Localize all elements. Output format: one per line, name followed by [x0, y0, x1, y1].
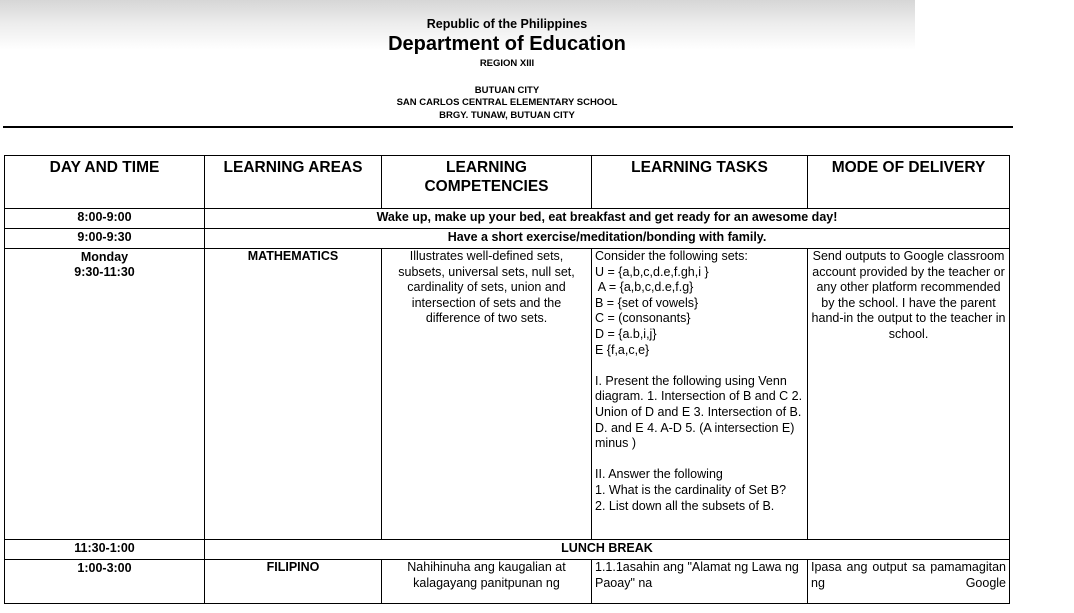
- task-line: II. Answer the following: [595, 467, 723, 482]
- table-row: [5, 560, 1010, 604]
- row-activity: Wake up, make up your bed, eat breakfast and get ready for an awesome day!: [205, 209, 1010, 229]
- row-activity: Have a short exercise/meditation/bonding with family.: [205, 229, 1010, 249]
- task-line: E {f,a,c,e}: [595, 342, 650, 357]
- row-competency: Illustrates well-defined sets, subsets, universal sets, null set, cardinality of sets, union and intersection of sets and the difference of two sets.: [382, 249, 592, 540]
- task-line: 2. List down all the subsets of B.: [595, 498, 775, 513]
- col-header-learning-tasks: LEARNING TASKS: [592, 156, 808, 209]
- row-mode-of-delivery: Send outputs to Google classroom account provided by the teacher or any other platform recommended by the school. I have the parent hand-in the output to the teacher in school.: [808, 249, 1010, 540]
- table-row: [5, 229, 1010, 249]
- task-part-1: I. Present the following using Venn diagram. 1. Intersection of B and C 2. Union of D and E 3. Intersection of B. D. and E 4. A-D 5. (A intersection E) minus ): [595, 373, 803, 451]
- task-line: U = {a,b,c,d.e,f.gh,i }: [595, 264, 709, 279]
- row-activity: LUNCH BREAK: [205, 540, 1010, 560]
- header-region: REGION XIII: [479, 58, 535, 69]
- row-competency: Nahihinuha ang kaugalian at kalagayang panitpunan ng: [382, 560, 592, 604]
- row-learning-area: MATHEMATICS: [205, 249, 382, 540]
- task-line: A = {a,b,c,d.e,f.g}: [595, 280, 694, 295]
- task-spacer: [595, 358, 804, 374]
- task-line: Consider the following sets:: [595, 249, 748, 263]
- learning-plan-table: [4, 155, 1010, 604]
- col-header-day-time: DAY AND TIME: [5, 156, 205, 209]
- row-day: Monday: [80, 250, 129, 264]
- header-republic: Republic of the Philippines: [426, 17, 588, 31]
- task-line: B = {set of vowels}: [595, 295, 699, 310]
- col-header-mode-of-delivery: MODE OF DELIVERY: [808, 156, 1010, 209]
- task-spacer: [595, 452, 804, 468]
- row-learning-tasks: [592, 249, 808, 540]
- row-time: 11:30-1:00: [5, 540, 205, 560]
- header-school: SAN CARLOS CENTRAL ELEMENTARY SCHOOL: [396, 97, 618, 108]
- row-time: 9:30-11:30: [74, 265, 135, 279]
- header-divider: [3, 126, 1013, 128]
- row-time: 8:00-9:00: [5, 209, 205, 229]
- col-header-learning-areas: LEARNING AREAS: [205, 156, 382, 209]
- header-address: BRGY. TUNAW, BUTUAN CITY: [439, 110, 575, 121]
- table-row: [5, 540, 1010, 560]
- header-city: BUTUAN CITY: [474, 85, 540, 96]
- row-mode-of-delivery: Ipasa ang output sa pamamagitan ng Google: [808, 560, 1010, 604]
- table-row: [5, 209, 1010, 229]
- table-row: [5, 249, 1010, 540]
- row-day-time: [5, 249, 205, 540]
- row-time: 9:00-9:30: [5, 229, 205, 249]
- row-learning-tasks: 1.1.1asahin ang "Alamat ng Lawa ng Paoay" na: [592, 560, 808, 604]
- task-line: D = {a.b,i,j}: [595, 326, 657, 341]
- header-department: Department of Education: [388, 33, 626, 55]
- task-line: C = (consonants}: [595, 311, 691, 326]
- table-header-row: [5, 156, 1010, 209]
- col-header-learning-competencies: LEARNING COMPETENCIES: [382, 156, 592, 209]
- row-learning-area: FILIPINO: [205, 560, 382, 604]
- task-line: 1. What is the cardinality of Set B?: [595, 482, 787, 497]
- row-time: 1:00-3:00: [5, 560, 205, 604]
